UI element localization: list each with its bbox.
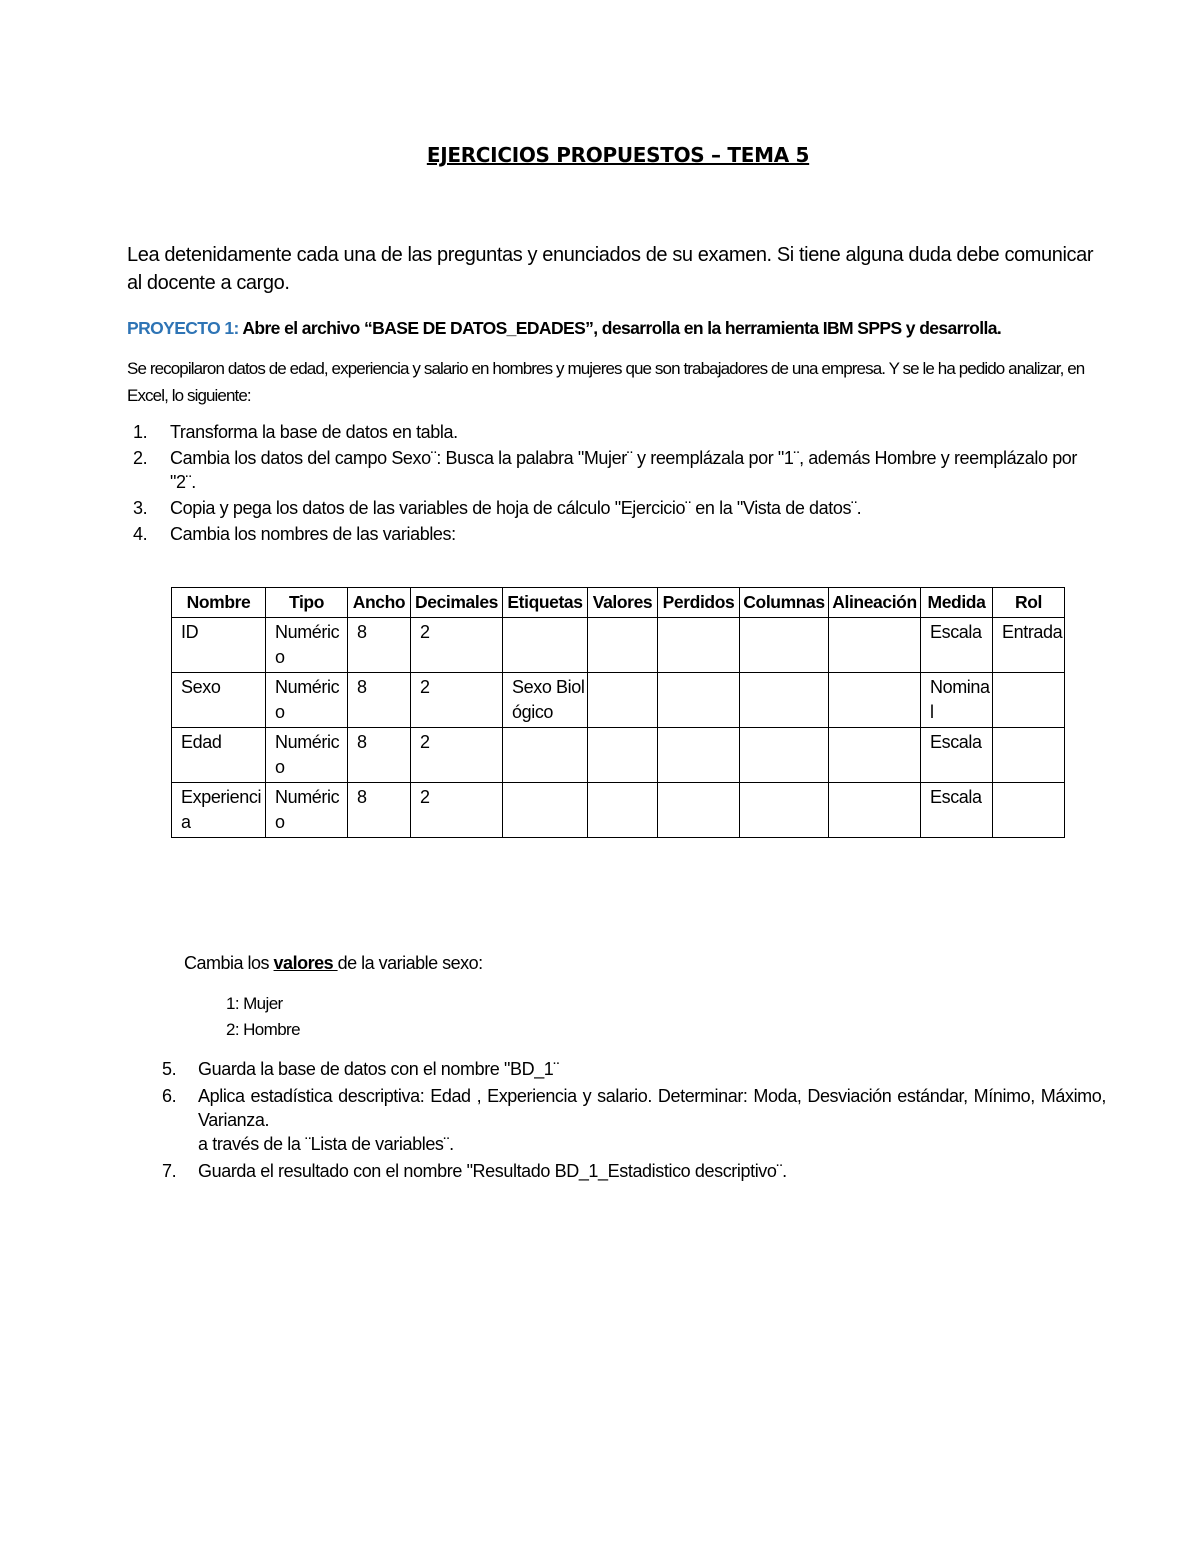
column-header: Nombre — [172, 588, 266, 618]
list-number: 5. — [162, 1059, 177, 1079]
table-cell — [829, 618, 921, 673]
list-item — [127, 522, 1107, 546]
list-text: Transforma la base de datos en tabla. — [170, 422, 458, 442]
list-text: Guarda el resultado con el nombre "Resultado BD_1_Estadistico descriptivo¨. — [198, 1161, 787, 1181]
table-cell — [993, 783, 1065, 838]
table-cell: Numérico — [266, 618, 348, 673]
table-cell: Numérico — [266, 673, 348, 728]
intro-paragraph: Lea detenidamente cada una de las preguntas y enunciados de su examen. Si tiene alguna duda debe comunicar al docente a cargo. — [127, 244, 1094, 294]
list-text: Copia y pega los datos de las variables de hoja de cálculo "Ejercicio¨ en la "Vista de datos¨. — [170, 498, 862, 518]
column-header: Etiquetas — [503, 588, 588, 618]
table-cell: Numérico — [266, 783, 348, 838]
table-cell — [588, 728, 658, 783]
table-cell — [829, 728, 921, 783]
table-cell — [588, 673, 658, 728]
project-instruction: Abre el archivo “BASE DE DATOS_EDADES”, desarrolla en la herramienta IBM SPPS y desarrolla. — [238, 318, 1002, 338]
list-item — [127, 446, 1107, 494]
table-cell: 2 — [411, 618, 503, 673]
value-labels — [226, 991, 300, 1043]
list-item — [127, 420, 1107, 444]
list-text: Guarda la base de datos con el nombre "BD_1¨ — [198, 1059, 560, 1079]
list-number: 6. — [162, 1086, 177, 1106]
column-header: Ancho — [348, 588, 411, 618]
table-cell: Sexo Biológico — [503, 673, 588, 728]
table-cell — [658, 728, 740, 783]
table-cell: Escala — [921, 728, 993, 783]
table-cell — [740, 673, 829, 728]
table-cell: Entrada — [993, 618, 1065, 673]
list-item — [160, 1159, 1106, 1183]
variables-table — [171, 587, 1065, 838]
values-instruction — [184, 953, 483, 974]
table-row — [172, 728, 1065, 783]
table-cell: ID — [172, 618, 266, 673]
table-cell: 8 — [348, 783, 411, 838]
table-cell — [740, 783, 829, 838]
list-text: Cambia los datos del campo Sexo¨: Busca la palabra "Mujer¨ y reemplázala por "1¨, además Hombre y reemplázalo por "2¨. — [170, 448, 1078, 492]
values-keyword: valores — [273, 953, 338, 973]
column-header: Tipo — [266, 588, 348, 618]
table-cell: Experiencia — [172, 783, 266, 838]
table-cell — [658, 618, 740, 673]
column-header: Valores — [588, 588, 658, 618]
column-header: Columnas — [740, 588, 829, 618]
description-paragraph: Se recopilaron datos de edad, experiencia y salario en hombres y mujeres que son trabajadores de una empresa. Y se le ha pedido analizar, en Excel, lo siguiente: — [127, 359, 1085, 405]
table-cell — [503, 618, 588, 673]
table-cell: 2 — [411, 728, 503, 783]
table-cell: 8 — [348, 673, 411, 728]
table-cell: Numérico — [266, 728, 348, 783]
table-cell — [588, 618, 658, 673]
column-header: Perdidos — [658, 588, 740, 618]
column-header: Alineación — [829, 588, 921, 618]
list-number: 4. — [133, 524, 148, 544]
table-cell — [829, 783, 921, 838]
table-cell: 8 — [348, 728, 411, 783]
list-item — [160, 1057, 1106, 1081]
steps-list — [127, 420, 1107, 548]
list-number: 7. — [162, 1161, 177, 1181]
list-text: Aplica estadística descriptiva: Edad , Experiencia y salario. Determinar: Moda, Desviación estándar, Mínimo, Máximo, Varianza. — [198, 1086, 1106, 1130]
project-heading — [127, 318, 1117, 339]
table-row — [172, 618, 1065, 673]
values-instruction-after: de la variable sexo: — [337, 953, 483, 973]
steps-list-continued — [160, 1057, 1106, 1186]
table-cell: Escala — [921, 783, 993, 838]
column-header: Medida — [921, 588, 993, 618]
table-cell — [588, 783, 658, 838]
project-tag: PROYECTO 1: — [127, 318, 239, 338]
list-text: a través de la ¨Lista de variables¨. — [198, 1134, 454, 1154]
table-row — [172, 673, 1065, 728]
table-cell — [829, 673, 921, 728]
list-number: 2. — [133, 448, 148, 468]
table-cell: Sexo — [172, 673, 266, 728]
table-cell: Edad — [172, 728, 266, 783]
column-header: Decimales — [411, 588, 503, 618]
list-number: 3. — [133, 498, 148, 518]
value-label-hombre: 2: Hombre — [226, 1020, 300, 1039]
column-header: Rol — [993, 588, 1065, 618]
list-text: Cambia los nombres de las variables: — [170, 524, 456, 544]
table-cell — [658, 783, 740, 838]
table-cell — [740, 618, 829, 673]
table-cell — [658, 673, 740, 728]
value-label-mujer: 1: Mujer — [226, 994, 283, 1013]
list-item-continuation — [160, 1132, 1106, 1156]
table-cell — [993, 728, 1065, 783]
table-cell: Nominal — [921, 673, 993, 728]
table-cell: 2 — [411, 783, 503, 838]
table-header-row — [172, 588, 1065, 618]
table-cell: 2 — [411, 673, 503, 728]
list-item — [160, 1084, 1106, 1132]
page-title: EJERCICIOS PROPUESTOS – TEMA 5 — [426, 143, 810, 167]
table-row — [172, 783, 1065, 838]
values-instruction-before: Cambia los — [184, 953, 274, 973]
list-number: 1. — [133, 422, 148, 442]
table-cell: 8 — [348, 618, 411, 673]
table-cell — [993, 673, 1065, 728]
table-cell — [503, 728, 588, 783]
table-cell — [740, 728, 829, 783]
list-item — [127, 496, 1107, 520]
table-cell — [503, 783, 588, 838]
table-cell: Escala — [921, 618, 993, 673]
